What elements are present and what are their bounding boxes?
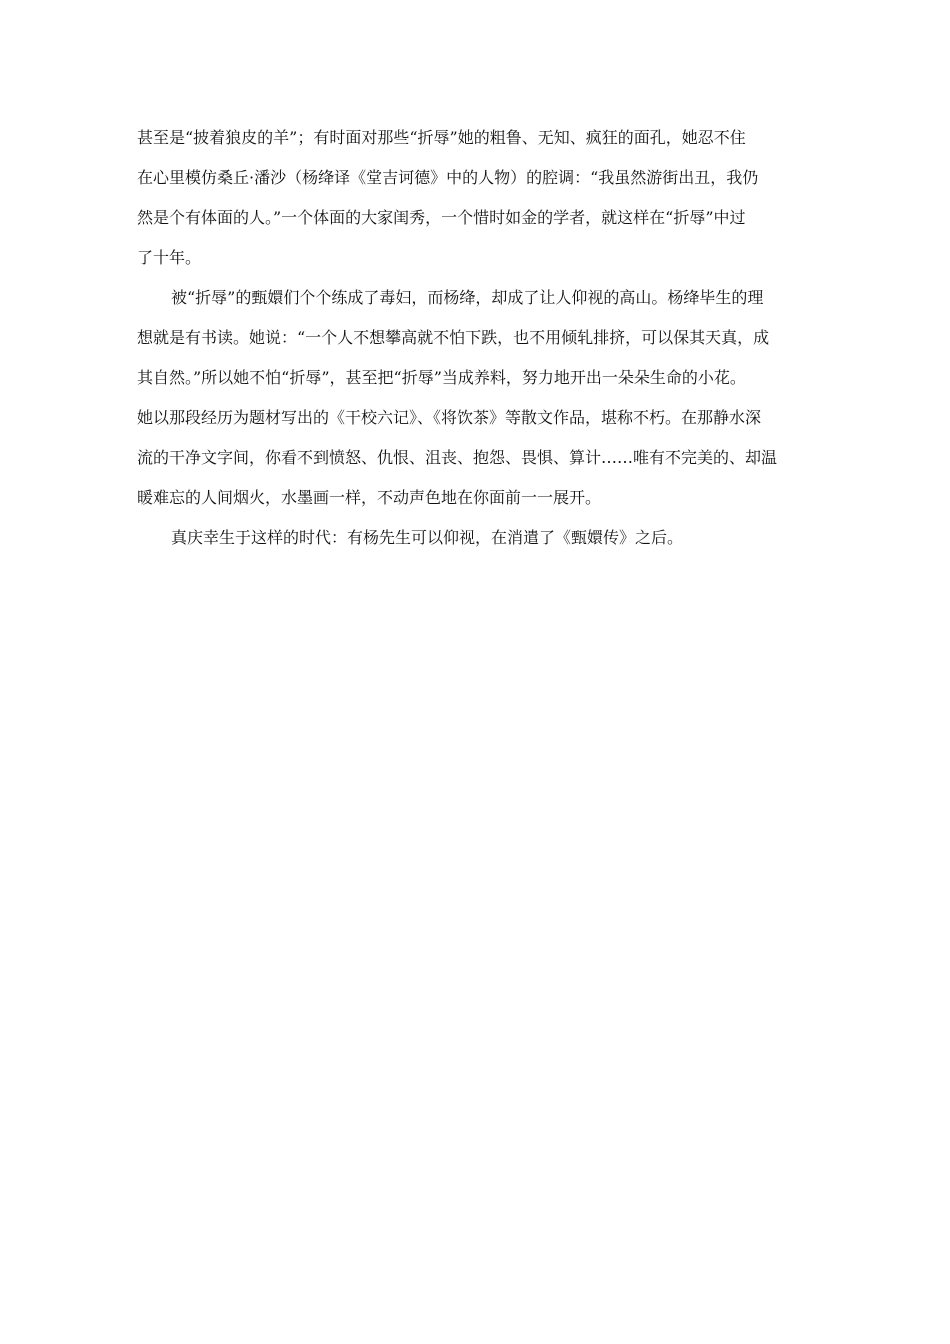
text-line: 然是个有体面的人。”一个体面的大家闺秀，一个惜时如金的学者，就这样在“折辱”中过 — [137, 208, 746, 227]
text-line: 她以那段经历为题材写出的《干校六记》、《将饮茶》等散文作品，堪称不朽。在那静水深 — [137, 408, 762, 427]
paragraph-2 — [137, 278, 817, 518]
text-line: 被“折辱”的甄嬛们个个练成了毒妇，而杨绛，却成了让人仰视的高山。杨绛毕生的理 — [171, 288, 764, 307]
text-line: 暖难忘的人间烟火，水墨画一样，不动声色地在你面前一一展开。 — [137, 488, 602, 507]
text-line: 流的干净文字间，你看不到愤怒、仇恨、沮丧、抱怨、畏惧、算计……唯有不完美的、却温 — [137, 448, 778, 467]
text-line: 其自然。”所以她不怕“折辱”，甚至把“折辱”当成养料，努力地开出一朵朵生命的小花。 — [137, 368, 746, 387]
document-body — [137, 118, 817, 558]
paragraph-3 — [137, 518, 817, 558]
text-line: 甚至是“披着狼皮的羊”；有时面对那些“折辱”她的粗鲁、无知、疯狂的面孔，她忍不住 — [137, 128, 746, 147]
text-line: 在心里模仿桑丘·潘沙（杨绛译《堂吉诃德》中的人物）的腔调：“我虽然游街出丑，我仍 — [137, 168, 759, 187]
text-line: 了十年。 — [137, 248, 202, 267]
text-line: 想就是有书读。她说：“一个人不想攀高就不怕下跌，也不用倾轧排挤，可以保其天真，成 — [137, 328, 770, 347]
paragraph-1 — [137, 118, 817, 278]
text-line: 真庆幸生于这样的时代：有杨先生可以仰视，在消遣了《甄嬛传》之后。 — [171, 528, 684, 547]
